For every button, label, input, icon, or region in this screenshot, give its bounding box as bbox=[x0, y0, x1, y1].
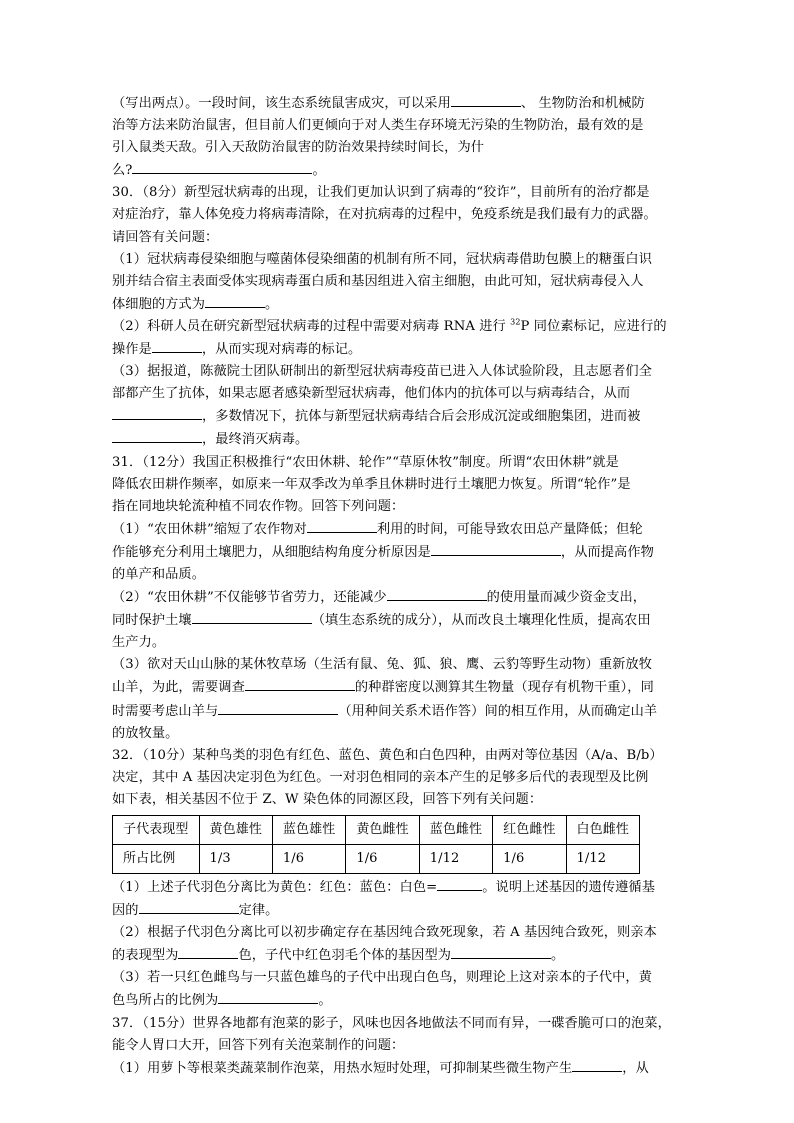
answer-blank[interactable] bbox=[205, 293, 265, 308]
q37-heading: 37．（15分）世界各地都有泡菜的影子，风味也因各地做法不同而有异，一碟香脆可口的泡菜， bbox=[112, 1015, 671, 1031]
exam-page bbox=[112, 92, 682, 1080]
table-row bbox=[113, 816, 640, 845]
q31-part3: （3）欲对天山山脉的某休牧草场（生活有鼠、兔、狐、狼、鹰、云豹等野生动物）重新放牧 bbox=[112, 657, 652, 673]
answer-blank[interactable] bbox=[451, 92, 521, 107]
q31-part1: 作能够充分利用土壤肥力，从细胞结构角度分析原因是 ，从而提高作物 bbox=[112, 541, 682, 564]
answer-blank[interactable] bbox=[572, 1057, 622, 1072]
table-cell: 1/12 bbox=[419, 845, 492, 874]
q30-part2: （2）科研人员在研究新型冠状病毒的过程中需要对病毒 RNA 进行 $^{32}$P 同位素标记，应进行的 bbox=[112, 317, 667, 334]
table-header-cell: 所占比例 bbox=[113, 845, 200, 874]
q30-heading: 对症治疗，靠人体免疫力将病毒清除，在对抗病毒的过程中，免疫系统是我们最有力的武器。 bbox=[112, 207, 657, 223]
answer-blank[interactable] bbox=[218, 989, 318, 1004]
answer-blank[interactable] bbox=[437, 876, 482, 891]
answer-blank[interactable] bbox=[112, 405, 202, 420]
q31-heading: 指在同地块轮流种植不同农作物。回答下列问题： bbox=[112, 498, 405, 514]
q32-part1: 因的 定律。 bbox=[112, 899, 682, 922]
table-cell: 1/3 bbox=[199, 845, 272, 874]
table-cell: 蓝色雄性 bbox=[272, 816, 345, 845]
q30-heading: 请回答有关问题： bbox=[112, 229, 219, 245]
q31-part3: 山羊，为此，需要调查 的种群密度以测算其生物量（现存有机物干重），同 bbox=[112, 676, 682, 699]
answer-blank[interactable] bbox=[152, 338, 202, 353]
table-cell: 红色雌性 bbox=[493, 816, 566, 845]
table-cell: 黄色雄性 bbox=[199, 816, 272, 845]
answer-blank[interactable] bbox=[245, 676, 355, 691]
q32-part2: 的表现型为 色，子代中红色羽毛个体的基因型为 。 bbox=[112, 944, 682, 967]
q30-part1: 体细胞的方式为 。 bbox=[112, 293, 682, 316]
q30-part3: ，多数情况下，抗体与新型冠状病毒结合后会形成沉淀或细胞集团，进而被 bbox=[112, 405, 682, 428]
table-cell: 蓝色雌性 bbox=[419, 816, 492, 845]
q30-part1: （1）冠状病毒侵染细胞与噬菌体侵染细菌的机制有所不同，冠状病毒借助包膜上的糖蛋白识 bbox=[112, 251, 652, 267]
answer-blank[interactable] bbox=[387, 586, 487, 601]
q31-part2: 生产力。 bbox=[112, 635, 166, 651]
answer-blank[interactable] bbox=[132, 159, 312, 174]
q30-part3: （3）据报道，陈薇院士团队研制出的新型冠状病毒疫苗已进入人体试验阶段，且志愿者们全 bbox=[112, 364, 652, 380]
q31-part1: （1）“农田休耕”缩短了农作物对 利用的时间，可能导致农田总产量降低；但轮 bbox=[112, 518, 682, 541]
q37-heading: 能令人胃口大开，回答下列有关泡菜制作的问题： bbox=[112, 1037, 405, 1053]
q30-part1: 别并结合宿主表面受体实现病毒蛋白质和基因组进入宿主细胞，由此可知，冠状病毒侵入人 bbox=[112, 273, 644, 289]
answer-blank[interactable] bbox=[218, 700, 338, 715]
q31-heading: 31．（12分）我国正积极推行“农田休耕、轮作”“草原休牧”制度。所谓“农田休耕”就是 bbox=[112, 454, 619, 470]
q30-part3: ，最终消灭病毒。 bbox=[112, 428, 682, 451]
q29-line: 治等方法来防治鼠害，但目前人们更倾向于对人类生存环境无污染的生物防治，最有效的是 bbox=[112, 118, 644, 134]
q30-part3: 部都产生了抗体，如果志愿者感染新型冠状病毒，他们体内的抗体可以与病毒结合，从而 bbox=[112, 386, 631, 402]
answer-blank[interactable] bbox=[192, 609, 312, 624]
q32-heading: 如下表，相关基因不位于 Z、W 染色体的同源区段，回答下列有关问题： bbox=[112, 791, 543, 807]
table-cell: 1/12 bbox=[566, 845, 639, 874]
answer-blank[interactable] bbox=[307, 518, 377, 533]
q32-heading: 决定，其中 A 基因决定羽色为红色。一对羽色相同的亲本产生的足够多后代的表现型及比例 bbox=[112, 769, 649, 785]
answer-blank[interactable] bbox=[451, 944, 551, 959]
answer-blank[interactable] bbox=[178, 944, 238, 959]
q31-part2: 同时保护土壤 （填生态系统的成分），从而改良土壤理化性质，提高农田 bbox=[112, 609, 682, 632]
offspring-ratio-table bbox=[112, 815, 640, 874]
answer-blank[interactable] bbox=[431, 541, 561, 556]
q31-part2: （2）“农田休耕”不仅能够节省劳力，还能减少 的使用量而减少资金支出， bbox=[112, 586, 682, 609]
q29-line: 引入鼠类天敌。引入天敌防治鼠害的防治效果持续时间长，为什 bbox=[112, 140, 485, 156]
q32-heading: 32．（10分）某种鸟类的羽色有红色、蓝色、黄色和白色四种，由两对等位基因（A/a、B/b） bbox=[112, 747, 663, 763]
q30-heading: 30．（8分）新型冠状病毒的出现，让我们更加认识到了病毒的“狡诈”，目前所有的治疗都是 bbox=[112, 185, 650, 201]
q37-part1: （1）用萝卜等根菜类蔬菜制作泡菜，用热水短时处理，可抑制某些微生物产生 ，从 bbox=[112, 1057, 682, 1080]
table-cell: 1/6 bbox=[346, 845, 419, 874]
q31-heading: 降低农田耕作频率，如原来一年双季改为单季且休耕时进行土壤肥力恢复。所谓“轮作”是 bbox=[112, 476, 631, 492]
answer-blank[interactable] bbox=[112, 428, 202, 443]
q30-part2: 操作是 ，从而实现对病毒的标记。 bbox=[112, 338, 682, 361]
q32-part1: （1）上述子代羽色分离比为黄色：红色：蓝色：白色= 。说明上述基因的遗传遵循基 bbox=[112, 876, 682, 899]
table-row bbox=[113, 845, 640, 874]
q32-part3: （3）若一只红色雌鸟与一只蓝色雄鸟的子代中出现白色鸟，则理论上这对亲本的子代中，黄 bbox=[112, 970, 652, 986]
q31-part3: 的放牧量。 bbox=[112, 725, 179, 741]
q31-part3: 时需要考虑山羊与 （用种间关系术语作答）间的相互作用，从而确定山羊 bbox=[112, 700, 682, 723]
q32-part3: 色鸟所占的比例为 。 bbox=[112, 989, 682, 1012]
q29-line: （写出两点）。一段时间，该生态系统鼠害成灾，可以采用 、 生物防治和机械防 bbox=[112, 92, 682, 115]
table-cell: 白色雌性 bbox=[566, 816, 639, 845]
table-cell: 黄色雌性 bbox=[346, 816, 419, 845]
q29-line: 么? 。 bbox=[112, 159, 682, 182]
table-cell: 1/6 bbox=[493, 845, 566, 874]
table-header-cell: 子代表现型 bbox=[113, 816, 200, 845]
table-cell: 1/6 bbox=[272, 845, 345, 874]
answer-blank[interactable] bbox=[139, 899, 239, 914]
q32-part2: （2）根据子代羽色分离比可以初步确定存在基因纯合致死现象，若 A 基因纯合致死，则亲本 bbox=[112, 925, 657, 941]
q31-part1: 的单产和品质。 bbox=[112, 566, 206, 582]
